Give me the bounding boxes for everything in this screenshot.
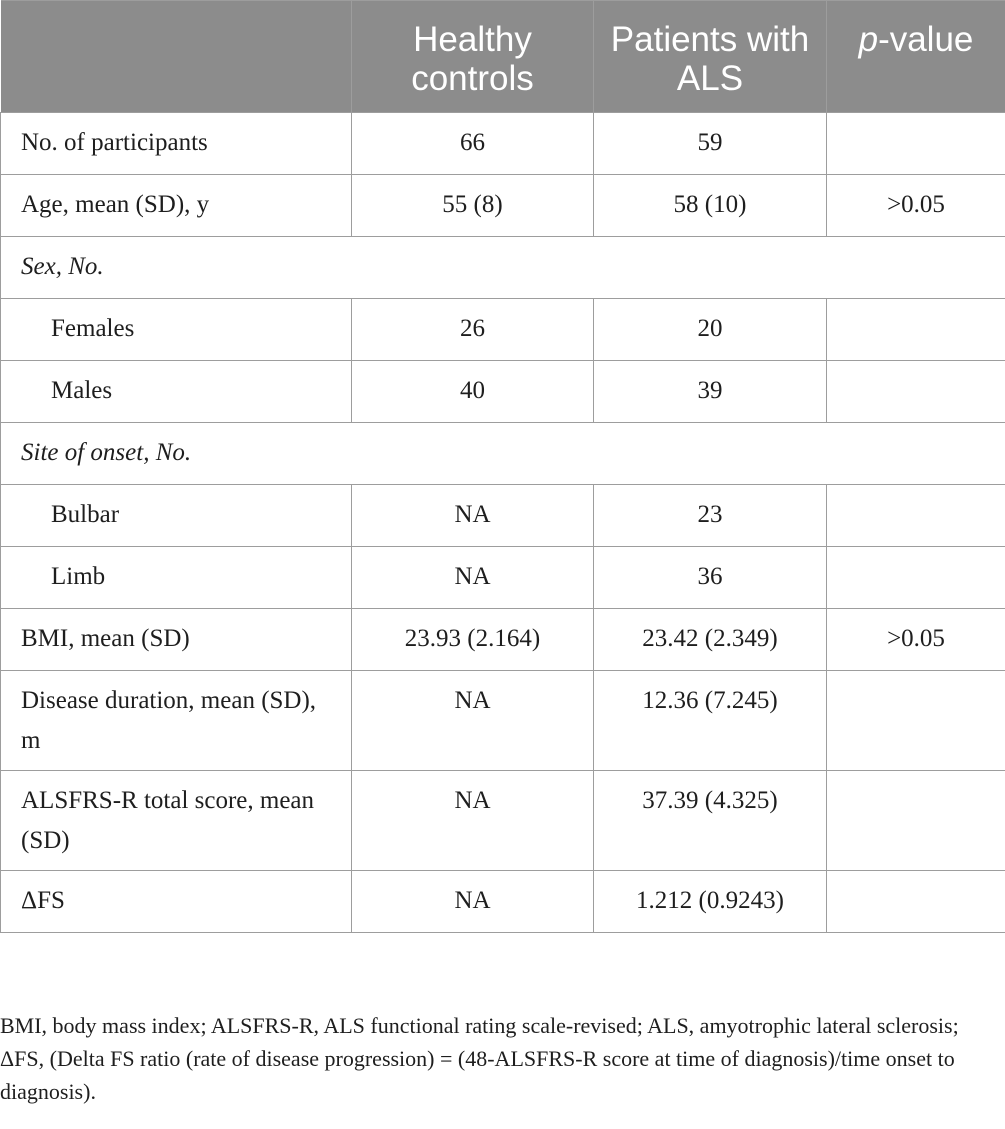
cell-p-value bbox=[827, 671, 1005, 771]
row-label: BMI, mean (SD) bbox=[1, 609, 352, 671]
table-row-bulbar bbox=[1, 485, 1005, 547]
table-row-delta-fs bbox=[1, 871, 1005, 933]
cell-healthy-controls: 26 bbox=[352, 299, 594, 361]
table-footnote: BMI, body mass index; ALSFRS-R, ALS functional rating scale-revised; ALS, amyotrophic lateral sclerosis; ΔFS, (Delta FS ratio (rate of disease progression) = (48-ALSFRS-R score at time of diagnosis)/time onset to diagnosis). bbox=[0, 1013, 959, 1104]
cell-healthy-controls: NA bbox=[352, 547, 594, 609]
cell-p-value bbox=[827, 547, 1005, 609]
table-row-age bbox=[1, 175, 1005, 237]
header-p-suffix: -value bbox=[878, 20, 974, 59]
cell-patients-als: 37.39 (4.325) bbox=[594, 771, 827, 871]
row-label: Disease duration, mean (SD), m bbox=[1, 671, 352, 771]
cell-healthy-controls: NA bbox=[352, 485, 594, 547]
cell-healthy-controls: 55 (8) bbox=[352, 175, 594, 237]
header-healthy-controls: Healthy controls bbox=[352, 1, 594, 113]
table-row-sex-section bbox=[1, 237, 1005, 299]
cell-patients-als: 23 bbox=[594, 485, 827, 547]
row-label: ALSFRS-R total score, mean (SD) bbox=[1, 771, 352, 871]
table-row-limb bbox=[1, 547, 1005, 609]
cell-healthy-controls: 66 bbox=[352, 113, 594, 175]
table-row-males bbox=[1, 361, 1005, 423]
row-label: Bulbar bbox=[1, 485, 352, 547]
cell-p-value bbox=[827, 871, 1005, 933]
header-row bbox=[1, 1, 1005, 113]
table-row-participants bbox=[1, 113, 1005, 175]
header-patients-with-als: Patients with ALS bbox=[594, 1, 827, 113]
cell-p-value: >0.05 bbox=[827, 175, 1005, 237]
row-label: Females bbox=[1, 299, 352, 361]
cell-healthy-controls: NA bbox=[352, 771, 594, 871]
row-label: Limb bbox=[1, 547, 352, 609]
table-row-bmi bbox=[1, 609, 1005, 671]
cell-patients-als: 20 bbox=[594, 299, 827, 361]
cell-p-value bbox=[827, 361, 1005, 423]
row-label: Age, mean (SD), y bbox=[1, 175, 352, 237]
cell-p-value bbox=[827, 299, 1005, 361]
cell-p-value bbox=[827, 771, 1005, 871]
header-p-italic: p bbox=[858, 20, 879, 59]
cell-healthy-controls: 40 bbox=[352, 361, 594, 423]
cell-patients-als: 23.42 (2.349) bbox=[594, 609, 827, 671]
table-row-females bbox=[1, 299, 1005, 361]
cell-patients-als: 36 bbox=[594, 547, 827, 609]
cell-patients-als: 1.212 (0.9243) bbox=[594, 871, 827, 933]
row-label: ΔFS bbox=[1, 871, 352, 933]
table-row-onset-section bbox=[1, 423, 1005, 485]
cell-healthy-controls: NA bbox=[352, 871, 594, 933]
header-p-value bbox=[827, 1, 1005, 113]
cell-patients-als: 39 bbox=[594, 361, 827, 423]
row-label: Males bbox=[1, 361, 352, 423]
cell-patients-als: 59 bbox=[594, 113, 827, 175]
section-label: Sex, No. bbox=[1, 237, 1005, 299]
row-label: No. of participants bbox=[1, 113, 352, 175]
table-row-alsfrs bbox=[1, 771, 1005, 871]
cell-patients-als: 58 (10) bbox=[594, 175, 827, 237]
cell-p-value bbox=[827, 485, 1005, 547]
cell-healthy-controls: 23.93 (2.164) bbox=[352, 609, 594, 671]
cell-patients-als: 12.36 (7.245) bbox=[594, 671, 827, 771]
cell-p-value bbox=[827, 113, 1005, 175]
header-blank-cell bbox=[1, 1, 352, 113]
cell-p-value: >0.05 bbox=[827, 609, 1005, 671]
cell-healthy-controls: NA bbox=[352, 671, 594, 771]
table-row-disease-duration bbox=[1, 671, 1005, 771]
section-label: Site of onset, No. bbox=[1, 423, 1005, 485]
